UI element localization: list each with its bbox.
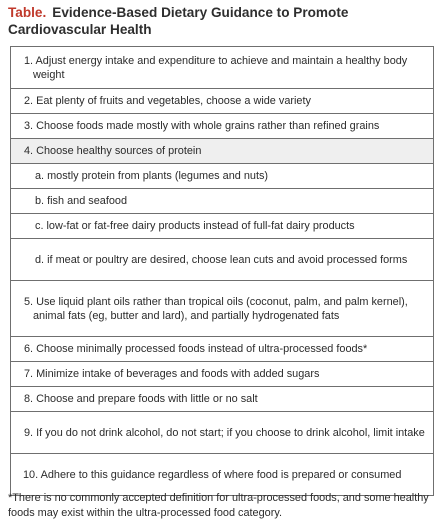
table-row	[11, 281, 434, 337]
table-row	[11, 164, 434, 189]
guidance-item-5: 5. Use liquid plant oils rather than tropical oils (coconut, palm, and palm kernel), animal fats (eg, butter and lard), and partially hydrogenated fats	[11, 281, 434, 337]
table-caption	[8, 4, 438, 38]
guidance-item-9: 9. If you do not drink alcohol, do not start; if you choose to drink alcohol, limit intake	[11, 412, 434, 454]
guidance-subitem-c: c. low-fat or fat-free dairy products instead of full-fat dairy products	[11, 214, 434, 239]
guidance-item-3: 3. Choose foods made mostly with whole grains rather than refined grains	[11, 114, 434, 139]
guidance-item-7: 7. Minimize intake of beverages and foods with added sugars	[11, 362, 434, 387]
guidance-table	[10, 46, 434, 496]
guidance-item-6: 6. Choose minimally processed foods instead of ultra-processed foods*	[11, 337, 434, 362]
table-row	[11, 214, 434, 239]
table-row	[11, 239, 434, 281]
table-row	[11, 412, 434, 454]
guidance-item-8: 8. Choose and prepare foods with little or no salt	[11, 387, 434, 412]
table-label: Table.	[8, 5, 47, 20]
guidance-item-2: 2. Eat plenty of fruits and vegetables, choose a wide variety	[11, 89, 434, 114]
table-row	[11, 89, 434, 114]
guidance-item-1: 1. Adjust energy intake and expenditure to achieve and maintain a healthy body weight	[11, 47, 434, 89]
guidance-item-4: 4. Choose healthy sources of protein	[11, 139, 434, 164]
table-row	[11, 337, 434, 362]
table-title: Evidence-Based Dietary Guidance to Promote Cardiovascular Health	[8, 5, 349, 37]
table-row	[11, 362, 434, 387]
table-row	[11, 47, 434, 89]
table-footnote: *There is no commonly accepted definition for ultra-processed foods, and some healthy foods may exist within the ultra-processed food category.	[8, 492, 429, 519]
table-row	[11, 387, 434, 412]
guidance-item-10: 10. Adhere to this guidance regardless of where food is prepared or consumed	[11, 454, 434, 496]
table-row	[11, 189, 434, 214]
guidance-subitem-a: a. mostly protein from plants (legumes and nuts)	[11, 164, 434, 189]
table-row	[11, 114, 434, 139]
table-row	[11, 454, 434, 496]
guidance-subitem-d: d. if meat or poultry are desired, choose lean cuts and avoid processed forms	[11, 239, 434, 281]
guidance-subitem-b: b. fish and seafood	[11, 189, 434, 214]
table-row	[11, 139, 434, 164]
